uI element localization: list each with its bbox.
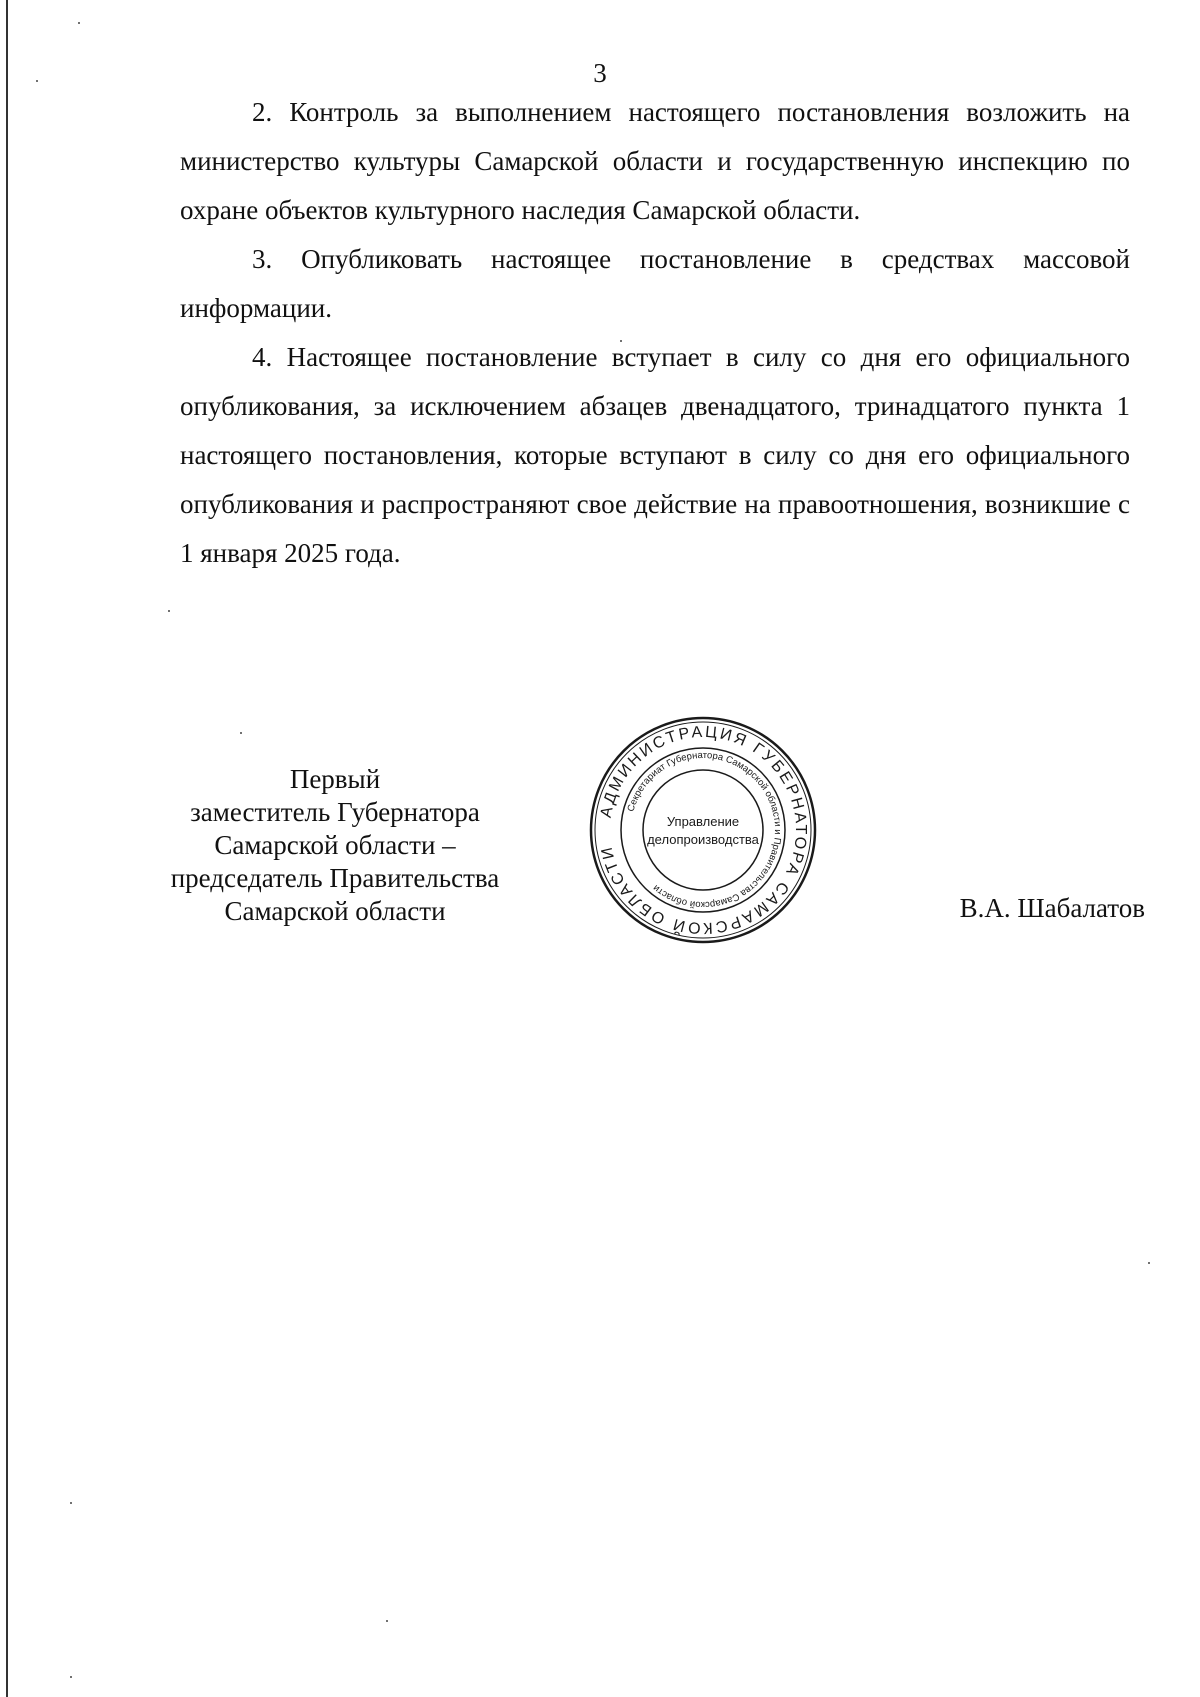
signatory-line: Первый	[289, 764, 381, 794]
signatory-line: Самарской области –	[214, 830, 456, 860]
document-body	[180, 88, 1130, 578]
seal-center-line-1: Управление	[666, 814, 740, 829]
signatory-line: заместитель Губернатора	[190, 797, 480, 827]
paragraph-3: 3. Опубликовать настоящее постановление в средствах массовой информации.	[180, 244, 1130, 323]
seal-center-line-2: делопроизводства	[647, 832, 759, 847]
signatory-name: В.А. Шабалатов	[959, 893, 1145, 923]
scan-speck	[36, 80, 38, 82]
signatory-line: Самарской области	[224, 896, 446, 926]
seal-middle-ring	[621, 748, 785, 912]
scan-speck	[386, 1620, 388, 1622]
signatory-title	[140, 763, 530, 928]
scan-speck	[70, 1676, 72, 1678]
page-number: 3	[593, 58, 607, 88]
seal-inner-ring	[643, 770, 763, 890]
scan-speck	[1148, 1262, 1150, 1264]
paragraph-2: 2. Контроль за выполнением настоящего постановления возложить на министерство культуры Самарской области и государственную инспекцию по охране объектов культурного наследия Самарской области.	[180, 97, 1130, 225]
signatory-line: председатель Правительства	[170, 863, 500, 893]
scan-speck	[70, 1502, 72, 1504]
scan-speck	[78, 22, 80, 24]
seal-inner-text: Секретариат Губернатора Самарской области и Правительства Самарской области	[625, 749, 784, 911]
scan-speck	[240, 732, 242, 734]
scan-speck	[620, 340, 622, 342]
paragraph-4: 4. Настоящее постановление вступает в силу со дня его официального опубликования, за исключением абзацев двенадцатого, тринадцатого пункта 1 настоящего постановления, которые вступают в силу со дня его официального опубликования и распространяют свое действие на правоотношения, возникшие с 1 января 2025 года.	[180, 342, 1130, 568]
svg-text:Секретариат Губернатора Самарс	[626, 750, 784, 910]
seal-graphic	[585, 712, 821, 948]
seal-outer-text: АДМИНИСТРАЦИЯ ГУБЕРНАТОРА САМАРСКОЙ ОБЛАСТИ	[597, 723, 810, 937]
scan-speck	[168, 610, 170, 612]
page-edge-line	[6, 0, 8, 1697]
official-seal	[585, 712, 821, 948]
